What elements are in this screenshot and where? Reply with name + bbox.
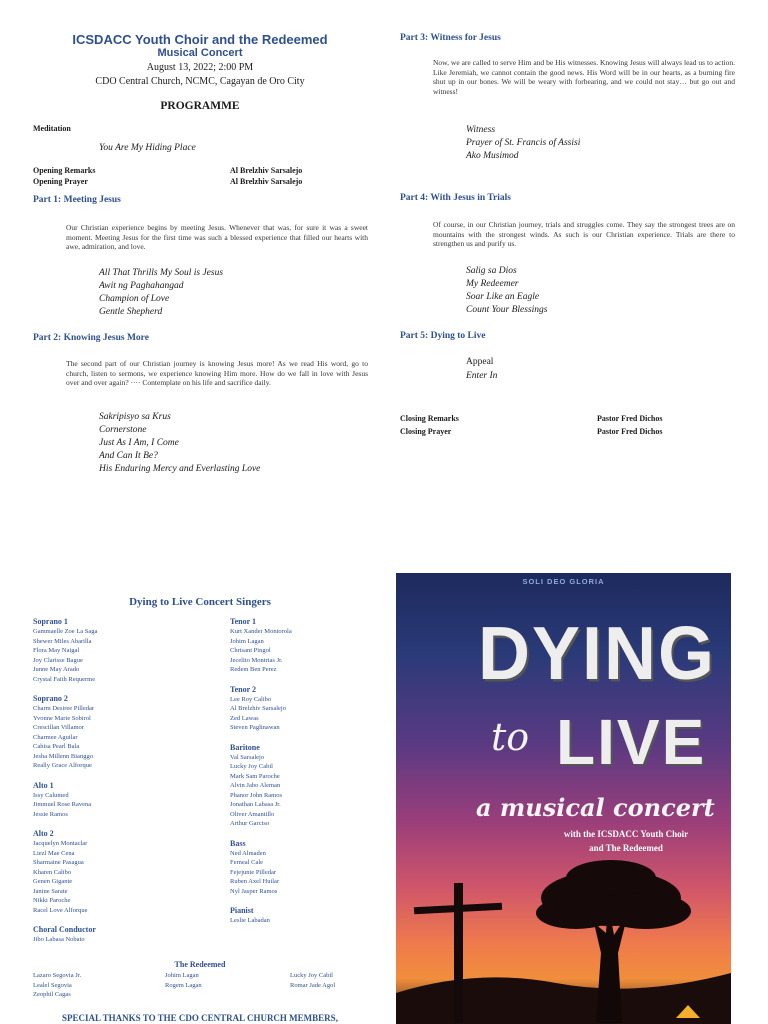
section-heading: Soprano 2 [33,694,68,703]
concert-title: ICSDACC Youth Choir and the Redeemed [72,32,328,47]
part4-songs [466,265,547,317]
poster-word-live: LIVE [556,706,707,778]
singer-name: Flora May Naigal [33,647,80,654]
song: Soar Like an Eagle [466,292,540,302]
singer-name: Al Brelzhiv Sarsalejo [230,705,286,712]
singer-name: Zed Lawas [230,714,259,722]
singer-name: Racel Love Alforque [33,906,88,914]
redeemed-col-1 [33,971,81,1000]
song: Sakripisyo sa Krus [99,412,171,422]
singer-name: Mark Sam Paroche [230,772,280,780]
singer-name: Jecelito Montrias Jr. [230,656,283,664]
singer-name: Romar Jade Agol [290,981,336,989]
singer-name: Lee Roy Calibo [230,695,272,703]
singer-name: Jibo Labasa Nobato [33,936,85,943]
singer-name: Jimmuel Rose Ravena [33,801,92,808]
song: My Redeemer [466,279,519,289]
singer-name: Johim Lagan [165,972,199,979]
song: Champion of Love [99,294,170,304]
opening-remarks-name: Al Brelzhiv Sarsalejo [230,166,303,175]
singer-name: Chrisant Pingol [230,647,271,654]
singer-name: Lazaro Segovia Jr. [33,972,82,979]
singer-name: Johim Lagan [230,637,264,645]
section-heading: Soprano 1 [33,617,68,626]
section-heading: Alto 2 [33,829,54,838]
section-soprano2 [33,694,223,771]
singer-name: Alvin Jabo Aleman [230,782,281,789]
singers-title: Dying to Live Concert Singers [129,596,271,608]
poster-with-line-2: and The Redeemed [589,843,663,853]
singer-name: Lealel Segovia [33,981,72,989]
part2-songs [99,411,260,476]
poster-with-line-1: with the ICSDACC Youth Choir [563,829,689,839]
poster-word-to: to [491,715,530,759]
song: Gentle Shepherd [99,307,163,317]
singer-name: Jacquelyn Montaclar [33,840,88,847]
part3-text: Now, we are called to serve Him and be His witnesses. Knowing Jesus will always lead us to action. Like Jeremiah, we cannot contain the good news. His Word will be in our hearts, as a burning fire shut up in our bones. We will be weary with forbearing, and we could not stay… but go out and witness! [433,58,735,96]
singer-name: Ruben Axel Huilar [230,878,280,885]
section-conductor [33,925,223,945]
part3-songs [466,124,580,163]
closing-prayer-name: Pastor Fred Dichos [597,427,663,436]
song: His Enduring Mercy and Everlasting Love [99,464,261,474]
section-heading: Baritone [230,742,260,752]
cross-icon [454,883,463,1023]
part3-title: Part 3: Witness for Jesus [400,33,501,43]
concert-venue: CDO Central Church, NCMC, Cagayan de Oro City [95,76,305,87]
opening-prayer-name: Al Brelzhiv Sarsalejo [230,177,303,186]
singer-name: Phanor John Ramos [230,791,282,799]
singer-name: Nikki Paroche [33,897,71,904]
singer-name: Oliver Amantillo [230,810,275,818]
song: Awit ng Paghahangad [99,281,184,291]
singer-name: Really Grace Alforque [33,762,92,769]
opening-remarks-label: Opening Remarks [33,166,96,175]
singer-name: Val Sarsalejo [230,753,265,761]
section-bass [230,839,380,897]
singer-name: Nyl Jasper Ramos [230,887,278,895]
singer-name: Cahisa Pearl Bala [33,743,80,750]
song: Salig sa Dios [466,266,517,276]
section-heading: Choral Conductor [33,925,96,934]
singer-name: Charm Desiree Pilledar [33,705,95,712]
concert-date: August 13, 2022; 2:00 PM [146,62,254,73]
singer-name: Ferneal Cale [230,859,264,866]
meditation-song: You Are My Hiding Place [99,143,196,153]
section-heading: Alto 1 [33,780,54,790]
singer-name: Janine Sarate [33,887,68,895]
section-heading: Bass [230,838,246,848]
singer-name: Fejejunie Pilledar [230,868,277,876]
redeemed-col-2 [165,971,202,990]
concert-poster [396,573,731,1024]
section-soprano1 [33,617,223,684]
singer-name: Junne May Arado [33,666,80,673]
redeemed-col-3 [290,971,335,990]
singer-name: Rogem Lagan [165,981,202,989]
section-alto1 [33,781,223,820]
singer-name: Liezl Mae Cena [33,849,75,857]
part2-title: Part 2: Knowing Jesus More [33,333,149,343]
closing-prayer-label: Closing Prayer [400,427,452,436]
singer-name: Kurt Xander Montorola [230,628,292,635]
part5-song: Enter In [466,371,498,381]
closing-remarks-name: Pastor Fred Dichos [597,414,663,423]
singer-name: Redem Ben Perez [230,666,277,673]
singer-name: Zeophil Cagas [33,991,71,998]
section-alto2 [33,829,223,915]
song: Just As I Am, I Come [99,438,179,448]
song: Prayer of St. Francis of Assisi [466,138,581,148]
singer-name: Gammaelle Zoe La Saga [33,628,98,635]
song: Cornerstone [99,425,147,435]
appeal-label: Appeal [466,357,494,367]
part1-title: Part 1: Meeting Jesus [33,195,121,205]
section-heading: Tenor 1 [230,617,257,626]
part4-title: Part 4: With Jesus in Trials [400,193,511,203]
opening-prayer-label: Opening Prayer [33,177,88,186]
singer-name: Crystal Faith Requerme [33,675,96,683]
poster-word-dying: DYING [478,612,717,696]
poster-motto: SOLI DEO GLORIA [522,577,605,586]
singer-name: Issy Calumed [33,791,69,799]
singer-name: Yvonne Marie Sobirol [33,714,91,722]
singer-name: Sharmaine Pasagua [33,859,84,866]
singer-name: Jesha Millenn Bianggo [33,752,93,760]
part4-text: Of course, in our Christian journey, trials and struggles come. They say the strongest trees are on mountains with the strongest winds. As such is our Christian experience. Trials are there to strengthen us and purify us. [433,220,735,248]
part1-songs [99,267,223,319]
section-heading: Tenor 2 [230,684,257,694]
singer-name: Joy Clarisse Bague [33,656,83,664]
meditation-label: Meditation [33,124,71,133]
special-thanks: SPECIAL THANKS TO THE CDO CENTRAL CHURCH MEMBERS, [62,1013,338,1023]
singer-name: Jessie Ramos [33,810,68,818]
singer-name: Leslie Labadan [230,917,270,924]
song: Count Your Blessings [466,305,548,315]
singer-name: Charmee Aguilar [33,733,78,741]
singer-name: Lucky Joy Cabil [230,763,273,770]
section-tenor1 [230,617,380,675]
singer-name: Jonathan Labasa Jr. [230,801,281,808]
song: And Can It Be? [99,451,158,461]
poster-tagline: a musical concert [476,793,715,822]
singer-name: Genen Gigante [33,878,73,885]
part2-text: The second part of our Christian journey is knowing Jesus more! As we read His word, go to church, listen to sermons, we experience knowing Him more. How do we fall in love with Jesus over and over again? ···· Contemplate on his life and sacrifice daily. [66,359,368,387]
singer-name: Lucky Joy Cabil [290,972,333,979]
singers-left-column [33,617,223,945]
section-tenor2 [230,685,380,733]
song: Witness [466,125,496,135]
part1-text: Our Christian experience begins by meeting Jesus. Whenever that was, for sure it was a sweet moment. Meeting Jesus for the first time was such a blessed experience that filled our hearts with awe, admiration, and love. [66,223,368,251]
song: Ako Musimod [466,151,519,161]
singers-right-column [230,617,380,926]
singer-name: Shewer Miles Abarilla [33,637,92,645]
concert-subtitle: Musical Concert [157,47,243,59]
song: All That Thrills My Soul is Jesus [99,268,224,278]
cross-and-tree-silhouette [396,573,731,1024]
section-heading: Pianist [230,906,254,915]
programme-heading: PROGRAMME [160,100,240,112]
singer-name: Kharen Calibo [33,868,72,876]
singer-name: Crescillan Villamor [33,724,84,731]
redeemed-title: The Redeemed [174,960,226,969]
singer-name: Ned Almaden [230,849,266,857]
section-baritone [230,743,380,829]
part5-title: Part 5: Dying to Live [400,331,486,341]
singer-name: Steven Paglinawan [230,724,280,731]
section-pianist [230,906,380,926]
singer-name: Arthur Garciso [230,820,270,827]
closing-remarks-label: Closing Remarks [400,414,459,423]
